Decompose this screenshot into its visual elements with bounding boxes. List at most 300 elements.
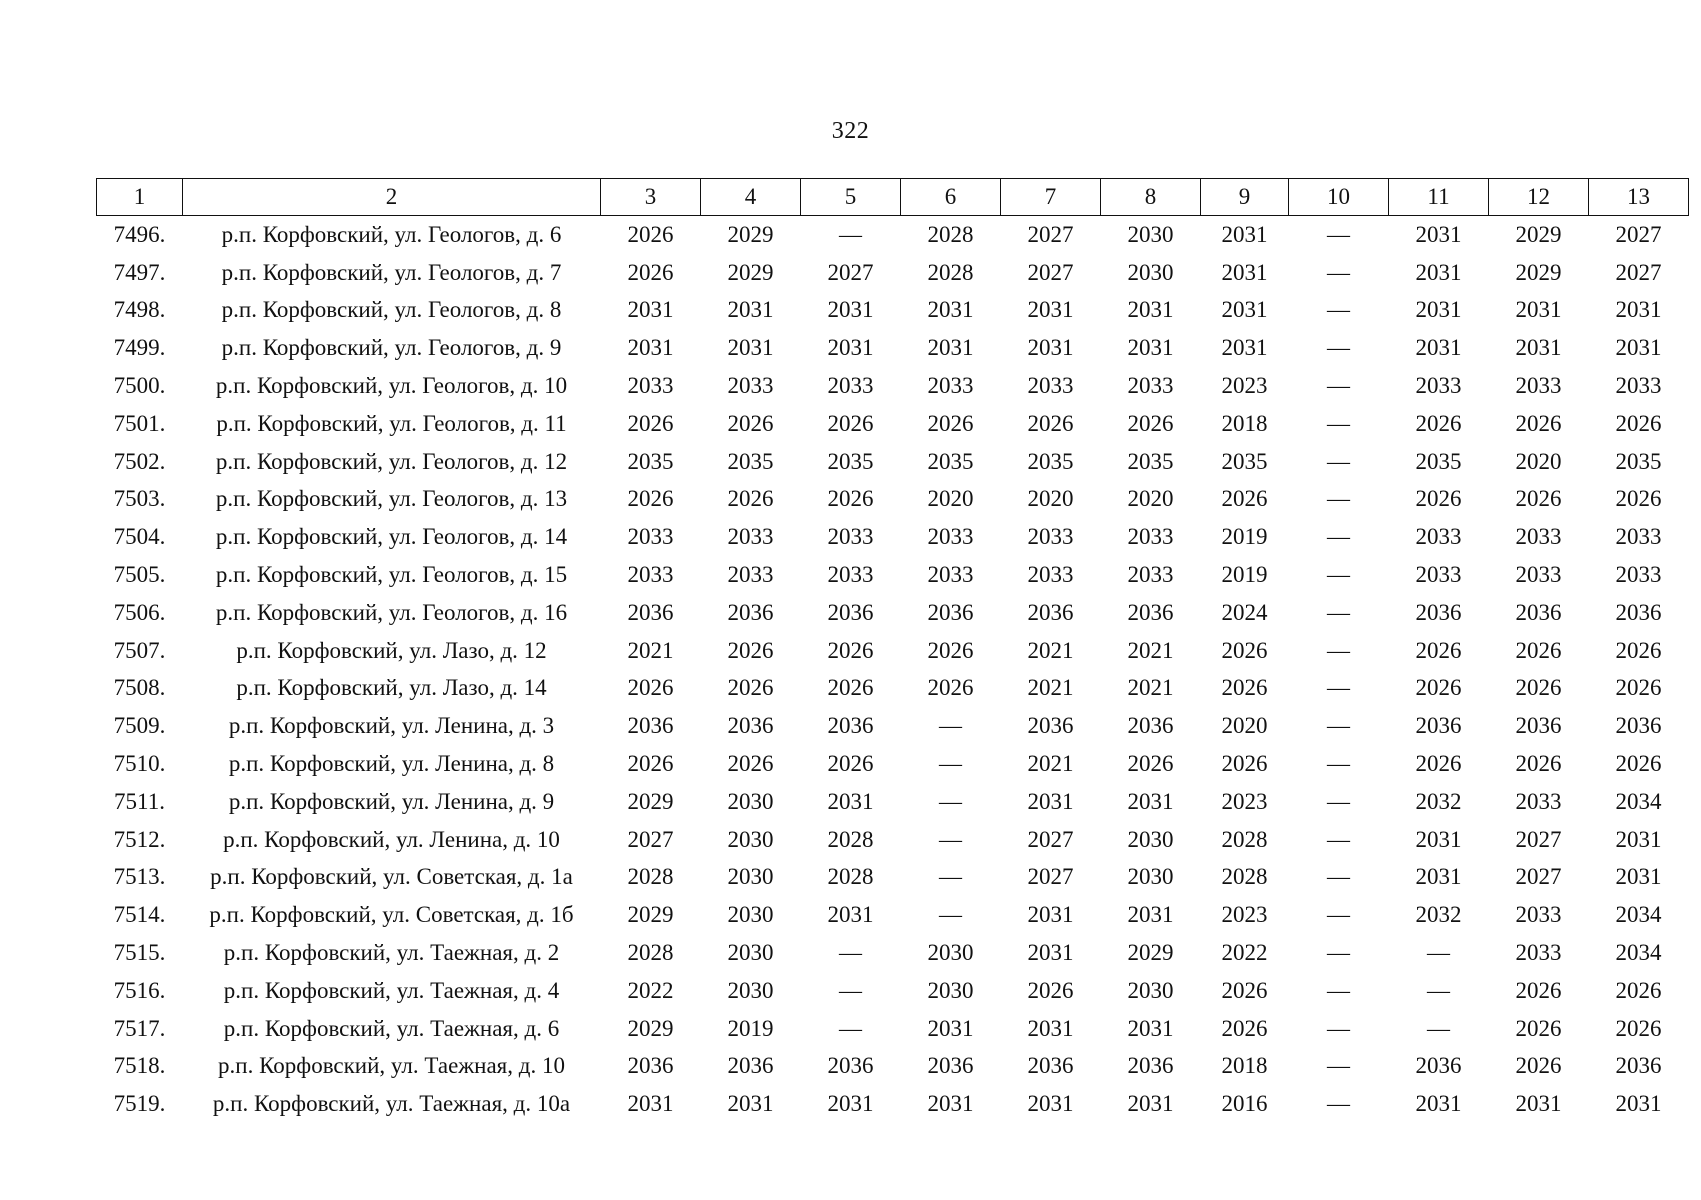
year-cell-col-12: 2026 [1515, 751, 1562, 777]
year-cell-col-9: 2023 [1221, 902, 1268, 928]
year-cell-col-3: 2033 [627, 562, 674, 588]
year-cell-col-11: 2031 [1415, 259, 1462, 285]
row-number: 7517. [113, 1015, 166, 1041]
year-cell-col-6: — [939, 751, 962, 777]
year-cell-col-8: 2031 [1127, 902, 1174, 928]
row-number: 7497. [113, 259, 166, 285]
year-cell-col-7: 2031 [1027, 902, 1074, 928]
year-cell-col-9: 2031 [1221, 335, 1268, 361]
year-cell-col-11: 2032 [1415, 788, 1462, 814]
year-cell-col-3: 2036 [627, 599, 674, 625]
year-cell-col-11: 2026 [1415, 486, 1462, 512]
table-row [97, 405, 1689, 443]
year-cell-col-5: 2026 [827, 637, 874, 663]
column-header-10: 10 [1289, 179, 1389, 216]
year-cell-col-12: 2031 [1515, 297, 1562, 323]
table-row [97, 594, 1689, 632]
row-number: 7500. [113, 373, 166, 399]
year-cell-col-13: 2033 [1615, 373, 1662, 399]
year-cell-col-11: 2031 [1415, 1091, 1462, 1117]
address-cell: р.п. Корфовский, ул. Геологов, д. 15 [215, 562, 568, 588]
year-cell-col-12: 2033 [1515, 788, 1562, 814]
year-cell-col-13: 2026 [1615, 751, 1662, 777]
address-cell: р.п. Корфовский, ул. Геологов, д. 13 [215, 486, 568, 512]
address-cell: р.п. Корфовский, ул. Геологов, д. 11 [216, 410, 567, 436]
year-cell-col-8: 2035 [1127, 448, 1174, 474]
table-row [97, 1010, 1689, 1048]
year-cell-col-9: 2035 [1221, 448, 1268, 474]
address-cell: р.п. Корфовский, ул. Ленина, д. 3 [228, 713, 555, 739]
year-cell-col-7: 2026 [1027, 410, 1074, 436]
year-cell-col-5: 2036 [827, 713, 874, 739]
year-cell-col-6: 2030 [927, 977, 974, 1003]
year-cell-col-9: 2028 [1221, 826, 1268, 852]
address-cell: р.п. Корфовский, ул. Геологов, д. 7 [221, 259, 562, 285]
address-cell: р.п. Корфовский, ул. Таежная, д. 4 [223, 977, 560, 1003]
table-row [97, 896, 1689, 934]
table-row [97, 707, 1689, 745]
year-cell-col-4: 2026 [727, 637, 774, 663]
year-cell-col-11: — [1427, 940, 1450, 966]
year-cell-col-13: 2026 [1615, 637, 1662, 663]
address-cell: р.п. Корфовский, ул. Таежная, д. 6 [223, 1015, 560, 1041]
table-row [97, 518, 1689, 556]
column-header-4: 4 [701, 179, 801, 216]
year-cell-col-5: 2033 [827, 373, 874, 399]
table-row [97, 329, 1689, 367]
year-cell-col-9: 2019 [1221, 562, 1268, 588]
year-cell-col-9: 2019 [1221, 524, 1268, 550]
year-cell-col-5: 2031 [827, 297, 874, 323]
column-header-3: 3 [601, 179, 701, 216]
year-cell-col-12: 2026 [1515, 675, 1562, 701]
year-cell-col-7: 2021 [1027, 751, 1074, 777]
year-cell-col-5: 2026 [827, 410, 874, 436]
table-row [97, 481, 1689, 519]
year-cell-col-7: 2031 [1027, 335, 1074, 361]
year-cell-col-12: 2033 [1515, 562, 1562, 588]
year-cell-col-4: 2030 [727, 940, 774, 966]
year-cell-col-5: — [839, 1015, 862, 1041]
column-header-5: 5 [801, 179, 901, 216]
year-cell-col-7: 2020 [1027, 486, 1074, 512]
year-cell-col-3: 2033 [627, 524, 674, 550]
year-cell-col-8: 2029 [1127, 940, 1174, 966]
year-cell-col-12: 2031 [1515, 335, 1562, 361]
year-cell-col-10: — [1327, 1053, 1350, 1079]
year-cell-col-13: 2026 [1615, 1015, 1662, 1041]
year-cell-col-8: 2036 [1127, 599, 1174, 625]
year-cell-col-10: — [1327, 637, 1350, 663]
year-cell-col-6: — [939, 826, 962, 852]
year-cell-col-8: 2030 [1127, 826, 1174, 852]
row-number: 7504. [113, 524, 166, 550]
year-cell-col-13: 2031 [1615, 864, 1662, 890]
year-cell-col-7: 2036 [1027, 1053, 1074, 1079]
year-cell-col-13: 2031 [1615, 826, 1662, 852]
year-cell-col-6: 2028 [927, 259, 974, 285]
year-cell-col-4: 2026 [727, 751, 774, 777]
year-cell-col-7: 2027 [1027, 259, 1074, 285]
year-cell-col-7: 2026 [1027, 977, 1074, 1003]
year-cell-col-13: 2026 [1615, 486, 1662, 512]
year-cell-col-3: 2029 [627, 1015, 674, 1041]
year-cell-col-12: 2029 [1515, 221, 1562, 247]
year-cell-col-9: 2018 [1221, 410, 1268, 436]
year-cell-col-6: 2026 [927, 637, 974, 663]
year-cell-col-6: 2030 [927, 940, 974, 966]
year-cell-col-4: 2035 [727, 448, 774, 474]
year-cell-col-11: 2026 [1415, 637, 1462, 663]
year-cell-col-13: 2036 [1615, 599, 1662, 625]
year-cell-col-6: 2035 [927, 448, 974, 474]
year-cell-col-6: 2031 [927, 1091, 974, 1117]
column-header-7: 7 [1001, 179, 1101, 216]
year-cell-col-13: 2034 [1615, 788, 1662, 814]
column-header-9: 9 [1201, 179, 1289, 216]
year-cell-col-10: — [1327, 1015, 1350, 1041]
row-number: 7514. [113, 902, 166, 928]
year-cell-col-12: 2020 [1515, 448, 1562, 474]
table-row [97, 254, 1689, 292]
year-cell-col-11: 2033 [1415, 524, 1462, 550]
year-cell-col-11: 2026 [1415, 751, 1462, 777]
column-header-11: 11 [1389, 179, 1489, 216]
year-cell-col-3: 2031 [627, 1091, 674, 1117]
year-cell-col-4: 2036 [727, 599, 774, 625]
year-cell-col-11: 2036 [1415, 1053, 1462, 1079]
table-row [97, 556, 1689, 594]
row-number: 7508. [113, 675, 166, 701]
page-number: 322 [831, 118, 870, 144]
year-cell-col-8: 2031 [1127, 788, 1174, 814]
year-cell-col-9: 2031 [1221, 297, 1268, 323]
table-row [97, 367, 1689, 405]
year-cell-col-12: 2033 [1515, 940, 1562, 966]
address-cell: р.п. Корфовский, ул. Геологов, д. 8 [221, 297, 562, 323]
year-cell-col-6: 2036 [927, 599, 974, 625]
year-cell-col-8: 2031 [1127, 297, 1174, 323]
year-cell-col-8: 2031 [1127, 1091, 1174, 1117]
year-cell-col-9: 2026 [1221, 1015, 1268, 1041]
year-cell-col-8: 2026 [1127, 410, 1174, 436]
year-cell-col-10: — [1327, 864, 1350, 890]
year-cell-col-7: 2031 [1027, 1091, 1074, 1117]
table-row [97, 443, 1689, 481]
year-cell-col-6: 2031 [927, 1015, 974, 1041]
year-cell-col-5: 2035 [827, 448, 874, 474]
column-header-8: 8 [1101, 179, 1201, 216]
year-cell-col-13: 2034 [1615, 902, 1662, 928]
year-cell-col-9: 2020 [1221, 713, 1268, 739]
year-cell-col-3: 2036 [627, 713, 674, 739]
year-cell-col-9: 2026 [1221, 751, 1268, 777]
year-cell-col-11: 2031 [1415, 221, 1462, 247]
year-cell-col-7: 2036 [1027, 713, 1074, 739]
year-cell-col-9: 2026 [1221, 675, 1268, 701]
year-cell-col-11: 2031 [1415, 826, 1462, 852]
year-cell-col-7: 2031 [1027, 788, 1074, 814]
year-cell-col-10: — [1327, 977, 1350, 1003]
year-cell-col-8: 2030 [1127, 977, 1174, 1003]
address-cell: р.п. Корфовский, ул. Таежная, д. 10а [212, 1091, 571, 1117]
column-header-13: 13 [1589, 179, 1689, 216]
year-cell-col-5: 2028 [827, 826, 874, 852]
year-cell-col-5: 2031 [827, 902, 874, 928]
year-cell-col-3: 2029 [627, 788, 674, 814]
year-cell-col-13: 2027 [1615, 221, 1662, 247]
table-row [97, 934, 1689, 972]
year-cell-col-5: 2026 [827, 486, 874, 512]
year-cell-col-3: 2036 [627, 1053, 674, 1079]
year-cell-col-3: 2026 [627, 751, 674, 777]
address-cell: р.п. Корфовский, ул. Ленина, д. 8 [228, 751, 555, 777]
year-cell-col-3: 2035 [627, 448, 674, 474]
year-cell-col-13: 2026 [1615, 675, 1662, 701]
year-cell-col-6: 2033 [927, 524, 974, 550]
header-row [97, 179, 1689, 216]
year-cell-col-9: 2031 [1221, 221, 1268, 247]
year-cell-col-4: 2026 [727, 486, 774, 512]
address-cell: р.п. Корфовский, ул. Советская, д. 1б [209, 902, 574, 928]
year-cell-col-13: 2033 [1615, 524, 1662, 550]
year-cell-col-10: — [1327, 448, 1350, 474]
year-cell-col-6: — [939, 788, 962, 814]
row-number: 7509. [113, 713, 166, 739]
year-cell-col-12: 2026 [1515, 410, 1562, 436]
year-cell-col-3: 2026 [627, 675, 674, 701]
year-cell-col-5: 2027 [827, 259, 874, 285]
address-cell: р.п. Корфовский, ул. Ленина, д. 9 [228, 788, 555, 814]
year-cell-col-8: 2031 [1127, 335, 1174, 361]
row-number: 7513. [113, 864, 166, 890]
year-cell-col-12: 2026 [1515, 1015, 1562, 1041]
year-cell-col-7: 2031 [1027, 297, 1074, 323]
year-cell-col-13: 2034 [1615, 940, 1662, 966]
year-cell-col-8: 2021 [1127, 675, 1174, 701]
year-cell-col-5: — [839, 940, 862, 966]
year-cell-col-10: — [1327, 524, 1350, 550]
year-cell-col-4: 2036 [727, 713, 774, 739]
year-cell-col-10: — [1327, 1091, 1350, 1117]
row-number: 7505. [113, 562, 166, 588]
registry-table [96, 178, 1689, 1123]
year-cell-col-11: 2033 [1415, 373, 1462, 399]
year-cell-col-11: 2031 [1415, 864, 1462, 890]
year-cell-col-13: 2027 [1615, 259, 1662, 285]
year-cell-col-10: — [1327, 335, 1350, 361]
year-cell-col-13: 2033 [1615, 562, 1662, 588]
year-cell-col-7: 2027 [1027, 221, 1074, 247]
year-cell-col-3: 2021 [627, 637, 674, 663]
year-cell-col-6: 2031 [927, 297, 974, 323]
address-cell: р.п. Корфовский, ул. Ленина, д. 10 [223, 826, 560, 852]
row-number: 7498. [113, 297, 166, 323]
year-cell-col-7: 2031 [1027, 940, 1074, 966]
year-cell-col-10: — [1327, 788, 1350, 814]
year-cell-col-7: 2021 [1027, 675, 1074, 701]
year-cell-col-4: 2026 [727, 410, 774, 436]
address-cell: р.п. Корфовский, ул. Лазо, д. 12 [236, 637, 547, 663]
year-cell-col-12: 2026 [1515, 977, 1562, 1003]
year-cell-col-4: 2033 [727, 562, 774, 588]
year-cell-col-7: 2031 [1027, 1015, 1074, 1041]
year-cell-col-9: 2026 [1221, 637, 1268, 663]
year-cell-col-11: 2026 [1415, 410, 1462, 436]
row-number: 7507. [113, 637, 166, 663]
year-cell-col-3: 2031 [627, 297, 674, 323]
year-cell-col-11: 2036 [1415, 713, 1462, 739]
table-row [97, 821, 1689, 859]
year-cell-col-8: 2033 [1127, 524, 1174, 550]
year-cell-col-11: 2032 [1415, 902, 1462, 928]
year-cell-col-4: 2026 [727, 675, 774, 701]
year-cell-col-3: 2029 [627, 902, 674, 928]
year-cell-col-12: 2033 [1515, 524, 1562, 550]
year-cell-col-10: — [1327, 486, 1350, 512]
year-cell-col-12: 2036 [1515, 713, 1562, 739]
year-cell-col-3: 2026 [627, 221, 674, 247]
year-cell-col-10: — [1327, 373, 1350, 399]
year-cell-col-4: 2030 [727, 864, 774, 890]
column-header-2: 2 [183, 179, 601, 216]
column-header-6: 6 [901, 179, 1001, 216]
row-number: 7511. [114, 788, 165, 814]
year-cell-col-13: 2026 [1615, 977, 1662, 1003]
year-cell-col-7: 2033 [1027, 524, 1074, 550]
year-cell-col-8: 2026 [1127, 751, 1174, 777]
year-cell-col-13: 2031 [1615, 1091, 1662, 1117]
year-cell-col-6: 2028 [927, 221, 974, 247]
year-cell-col-4: 2030 [727, 788, 774, 814]
address-cell: р.п. Корфовский, ул. Лазо, д. 14 [236, 675, 547, 701]
year-cell-col-11: 2036 [1415, 599, 1462, 625]
year-cell-col-6: 2036 [927, 1053, 974, 1079]
year-cell-col-11: 2031 [1415, 335, 1462, 361]
year-cell-col-11: 2026 [1415, 675, 1462, 701]
year-cell-col-5: 2026 [827, 751, 874, 777]
year-cell-col-12: 2026 [1515, 486, 1562, 512]
table-row [97, 972, 1689, 1010]
year-cell-col-13: 2031 [1615, 335, 1662, 361]
year-cell-col-8: 2033 [1127, 562, 1174, 588]
year-cell-col-3: 2026 [627, 486, 674, 512]
year-cell-col-7: 2021 [1027, 637, 1074, 663]
year-cell-col-4: 2033 [727, 373, 774, 399]
year-cell-col-3: 2026 [627, 410, 674, 436]
year-cell-col-10: — [1327, 221, 1350, 247]
table-row [97, 783, 1689, 821]
year-cell-col-5: 2036 [827, 599, 874, 625]
table-row [97, 670, 1689, 708]
year-cell-col-6: 2026 [927, 410, 974, 436]
address-cell: р.п. Корфовский, ул. Таежная, д. 10 [218, 1053, 565, 1079]
year-cell-col-5: 2031 [827, 335, 874, 361]
year-cell-col-6: 2033 [927, 562, 974, 588]
year-cell-col-5: 2026 [827, 675, 874, 701]
year-cell-col-6: — [939, 864, 962, 890]
year-cell-col-7: 2033 [1027, 562, 1074, 588]
year-cell-col-9: 2026 [1221, 977, 1268, 1003]
address-cell: р.п. Корфовский, ул. Геологов, д. 9 [221, 335, 562, 361]
year-cell-col-9: 2031 [1221, 259, 1268, 285]
year-cell-col-12: 2031 [1515, 1091, 1562, 1117]
year-cell-col-10: — [1327, 410, 1350, 436]
year-cell-col-4: 2030 [727, 826, 774, 852]
row-number: 7506. [113, 599, 166, 625]
year-cell-col-12: 2029 [1515, 259, 1562, 285]
year-cell-col-13: 2036 [1615, 1053, 1662, 1079]
year-cell-col-4: 2019 [727, 1015, 774, 1041]
year-cell-col-11: 2035 [1415, 448, 1462, 474]
row-number: 7512. [113, 826, 166, 852]
year-cell-col-6: — [939, 902, 962, 928]
year-cell-col-4: 2030 [727, 977, 774, 1003]
year-cell-col-12: 2033 [1515, 902, 1562, 928]
year-cell-col-9: 2028 [1221, 864, 1268, 890]
year-cell-col-5: 2036 [827, 1053, 874, 1079]
year-cell-col-4: 2029 [727, 259, 774, 285]
year-cell-col-3: 2033 [627, 373, 674, 399]
year-cell-col-13: 2036 [1615, 713, 1662, 739]
year-cell-col-10: — [1327, 713, 1350, 739]
address-cell: р.п. Корфовский, ул. Таежная, д. 2 [223, 940, 560, 966]
year-cell-col-10: — [1327, 562, 1350, 588]
year-cell-col-7: 2033 [1027, 373, 1074, 399]
row-number: 7503. [113, 486, 166, 512]
year-cell-col-10: — [1327, 902, 1350, 928]
year-cell-col-12: 2026 [1515, 1053, 1562, 1079]
year-cell-col-8: 2036 [1127, 1053, 1174, 1079]
year-cell-col-8: 2031 [1127, 1015, 1174, 1041]
year-cell-col-8: 2030 [1127, 221, 1174, 247]
year-cell-col-8: 2036 [1127, 713, 1174, 739]
table-row [97, 216, 1689, 254]
year-cell-col-6: 2033 [927, 373, 974, 399]
year-cell-col-10: — [1327, 599, 1350, 625]
year-cell-col-5: — [839, 221, 862, 247]
year-cell-col-8: 2030 [1127, 259, 1174, 285]
year-cell-col-7: 2036 [1027, 599, 1074, 625]
row-number: 7502. [113, 448, 166, 474]
address-cell: р.п. Корфовский, ул. Геологов, д. 6 [221, 221, 562, 247]
year-cell-col-9: 2024 [1221, 599, 1268, 625]
year-cell-col-10: — [1327, 751, 1350, 777]
year-cell-col-3: 2022 [627, 977, 674, 1003]
year-cell-col-3: 2026 [627, 259, 674, 285]
year-cell-col-11: — [1427, 977, 1450, 1003]
year-cell-col-9: 2026 [1221, 486, 1268, 512]
table-row [97, 292, 1689, 330]
address-cell: р.п. Корфовский, ул. Советская, д. 1а [210, 864, 573, 890]
year-cell-col-11: 2033 [1415, 562, 1462, 588]
year-cell-col-4: 2030 [727, 902, 774, 928]
year-cell-col-5: 2033 [827, 562, 874, 588]
year-cell-col-4: 2031 [727, 1091, 774, 1117]
address-cell: р.п. Корфовский, ул. Геологов, д. 14 [215, 524, 568, 550]
address-cell: р.п. Корфовский, ул. Геологов, д. 12 [215, 448, 568, 474]
year-cell-col-12: 2027 [1515, 864, 1562, 890]
year-cell-col-12: 2033 [1515, 373, 1562, 399]
year-cell-col-8: 2033 [1127, 373, 1174, 399]
year-cell-col-5: 2028 [827, 864, 874, 890]
table-row [97, 859, 1689, 897]
year-cell-col-6: — [939, 713, 962, 739]
year-cell-col-5: — [839, 977, 862, 1003]
year-cell-col-8: 2021 [1127, 637, 1174, 663]
year-cell-col-5: 2031 [827, 788, 874, 814]
year-cell-col-4: 2033 [727, 524, 774, 550]
